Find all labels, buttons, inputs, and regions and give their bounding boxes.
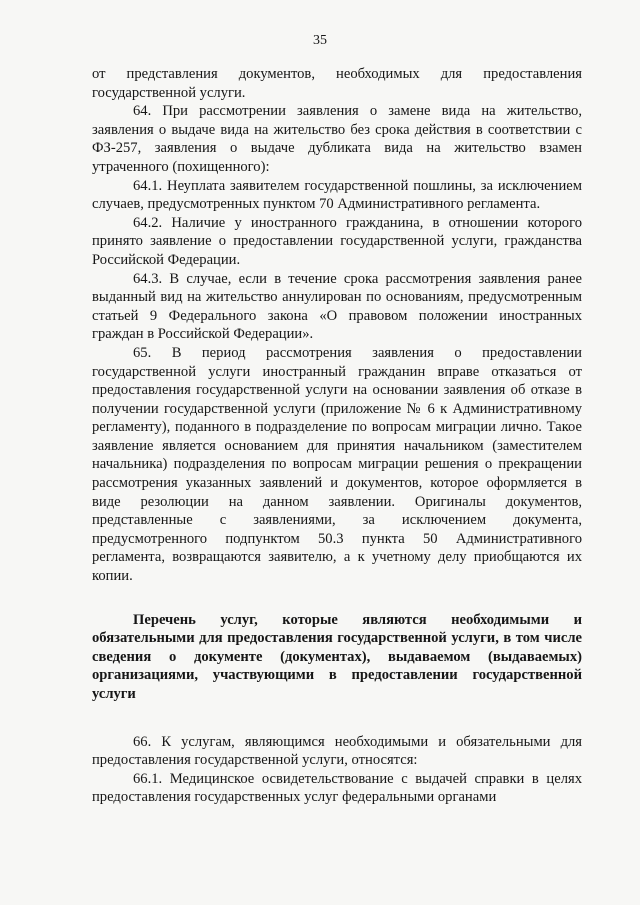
- paragraph-64-2: 64.2. Наличие у иностранного гражданина, в отношении которого принято заявление о предоставлении государственной услуги, гражданства Российской Федерации.: [92, 214, 582, 268]
- paragraph-66: 66. К услугам, являющимся необходимыми и обязательными для предоставления государственной услуги, относятся:: [92, 733, 582, 769]
- paragraph-64: 64. При рассмотрении заявления о замене вида на жительство, заявления о выдаче вида на жительство без срока действия в соответствии с ФЗ-257, заявления о выдаче дубликата вида на жительство взамен утраченного (похищенного):: [92, 103, 582, 175]
- paragraph-64-3: 64.3. В случае, если в течение срока рассмотрения заявления ранее выданный вид на жительство аннулирован по основаниям, предусмотренным статьей 9 Федерального закона «О правовом положении иностранных граждан в Российской Федерации».: [92, 270, 582, 343]
- section-heading-block: [92, 611, 582, 704]
- section-heading: Перечень услуг, которые являются необходимыми и обязательными для предоставления государственной услуги, в том числе сведения о документе (документах), выдаваемом (выдаваемых) организациями, участвующими в предоставлении государственной услуги: [92, 611, 582, 702]
- page-number: 35: [313, 33, 327, 48]
- paragraph-65: 65. В период рассмотрения заявления о предоставлении государственной услуги иностранный гражданин вправе отказаться от предоставления государственной услуги на основании заявления об отказе в получении государственной услуги (приложение № 6 к Административному регламенту), поданного в подразделение по вопросам миграции лично. Такое заявление является основанием для принятия начальником (заместителем начальника) подразделения по вопросам миграции решения о прекращении рассмотрения указанных заявлений и документов, которое оформляется в виде резолюции на данном заявлении. Оригиналы документов, представленные с заявлениями, за исключением документа, предусмотренного подпунктом 50.3 пункта 50 Административного регламента, возвращаются заявителю, а к учетному делу приобщаются их копии.: [92, 344, 582, 585]
- paragraph-64-1: 64.1. Неуплата заявителем государственной пошлины, за исключением случаев, предусмотренных пунктом 70 Административного регламента.: [92, 177, 582, 213]
- document-body: [92, 65, 582, 807]
- paragraph-66-1: 66.1. Медицинское освидетельствование с выдачей справки в целях предоставления государственных услуг федеральными органами: [92, 770, 582, 806]
- paragraph: от представления документов, необходимых для предоставления государственной услуги.: [92, 66, 582, 101]
